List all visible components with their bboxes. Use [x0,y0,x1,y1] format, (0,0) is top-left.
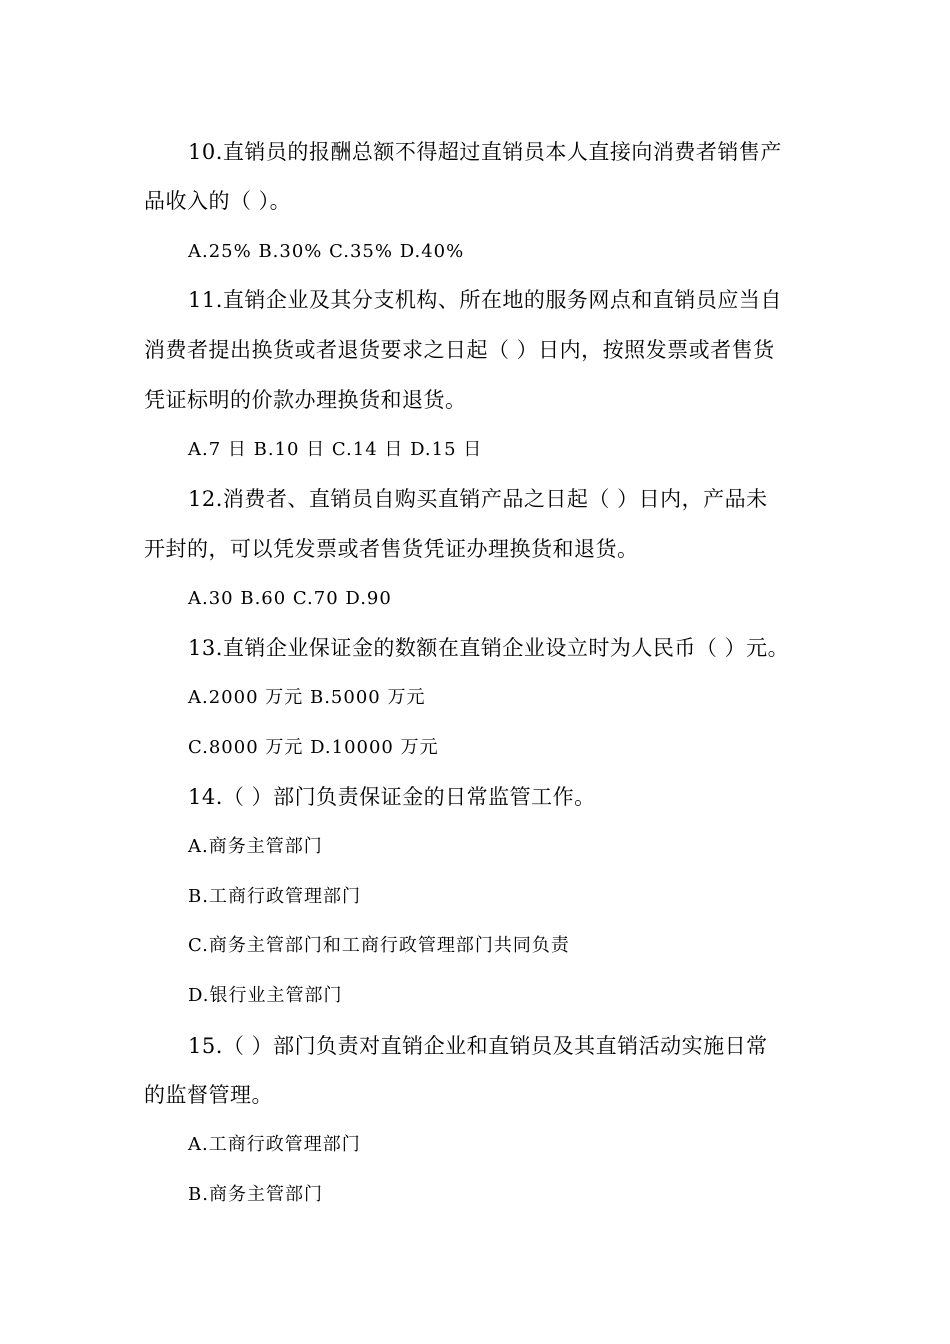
question-12-line-1: 12.消费者、直销员自购买直销产品之日起（ ）日内，产品未 [188,487,768,511]
question-10-line-2: 品收入的（ ）。 [144,189,292,213]
question-10-options: A.25% B.30% C.35% D.40% [188,241,465,262]
question-14-option-b: B.工商行政管理部门 [188,886,361,907]
question-14-option-c: C.商务主管部门和工商行政管理部门共同负责 [188,935,570,956]
question-15-option-a: A.工商行政管理部门 [188,1134,361,1155]
question-10-line-1: 10.直销员的报酬总额不得超过直销员本人直接向消费者销售产 [188,140,782,164]
question-11-line-3: 凭证标明的价款办理换货和退货。 [144,388,467,412]
question-14-option-a: A.商务主管部门 [188,836,323,857]
question-14-option-d: D.银行业主管部门 [188,985,343,1006]
question-11-options: A.7 日 B.10 日 C.14 日 D.15 日 [188,439,483,460]
question-11-line-1: 11.直销企业及其分支机构、所在地的服务网点和直销员应当自 [188,288,782,312]
question-13-options-2: C.8000 万元 D.10000 万元 [188,737,439,758]
question-12-options: A.30 B.60 C.70 D.90 [188,588,392,609]
question-13-line-1: 13.直销企业保证金的数额在直销企业设立时为人民币（ ）元。 [188,636,790,660]
question-12-line-2: 开封的，可以凭发票或者售货凭证办理换货和退货。 [144,537,639,561]
question-11-line-2: 消费者提出换货或者退货要求之日起（ ）日内，按照发票或者售货 [144,338,775,362]
question-15-line-1: 15.（ ）部门负责对直销企业和直销员及其直销活动实施日常 [188,1034,768,1058]
question-15-option-b: B.商务主管部门 [188,1184,323,1205]
question-15-line-2: 的监督管理。 [144,1083,273,1107]
question-14-line-1: 14.（ ）部门负责保证金的日常监管工作。 [188,785,596,809]
question-13-options-1: A.2000 万元 B.5000 万元 [188,687,426,708]
